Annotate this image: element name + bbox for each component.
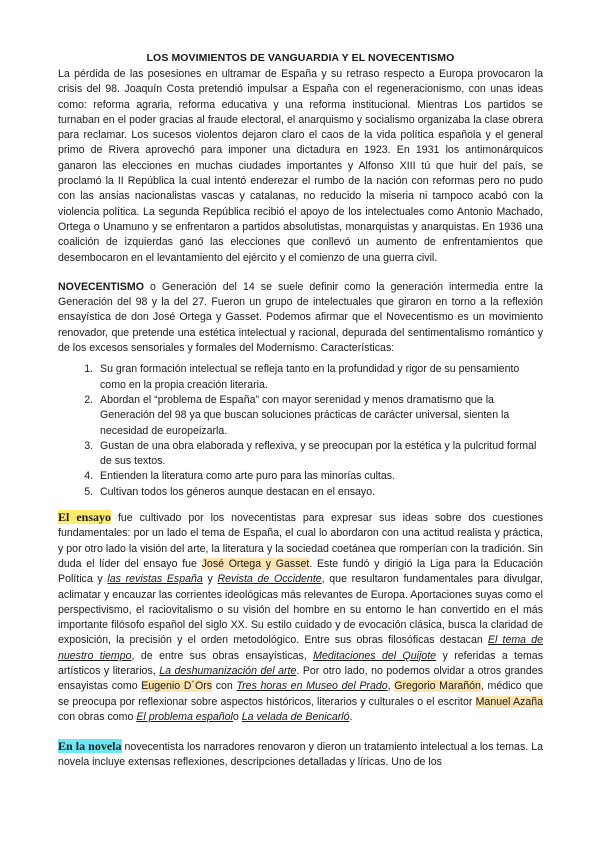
work-title: El tema de nuestro tiempo (58, 634, 543, 662)
novecentismo-paragraph (58, 280, 543, 356)
novecentismo-term: NOVECENTISMO (58, 280, 144, 293)
highlight-ors: Eugenio D´Ors (141, 680, 213, 693)
work-title: La velada de Benicarló (241, 710, 350, 723)
ensayo-text: fue cultivado por los novecentistas para expresar sus ideas sobre dos cuestiones fundamentales: por un lado el tema de España, el cual lo abordaron con una actitud realista y práctica, y por otro lado la visión del arte, la literatura y la sociedad coetánea que romperían con la tradición. Sin duda el líder del ensayo fue (58, 512, 543, 570)
ensayo-text: , (387, 680, 395, 693)
ensayo-text: con obras como (58, 710, 137, 723)
ensayo-text: . (349, 710, 353, 723)
work-title: La deshumanización del arte (159, 664, 297, 677)
ensayo-text: , de entre sus obras ensayísticas, (131, 649, 314, 662)
document-title: LOS MOVIMIENTOS DE VANGUARDIA Y EL NOVECENTISMO (146, 52, 455, 64)
ensayo-text: y referidas a temas artísticos y literarios, (58, 649, 543, 677)
paragraph-spacer (58, 725, 543, 739)
ensayo-text: y (202, 573, 218, 586)
novela-text: novecentista los narradores renovaron y dieron un tratamiento intelectual a los temas. La novela incluye extensas reflexiones, descripciones detalladas y líricas. Uno de los (58, 741, 543, 769)
work-title: las revistas España (107, 573, 203, 586)
work-title: Meditaciones del Quijote (313, 649, 437, 662)
highlight-ortega: José Ortega y Gasset (201, 557, 310, 570)
novela-paragraph (58, 739, 543, 771)
list-item: 4. Entienden la literatura como arte puro para las minorías cultas. (96, 469, 543, 484)
ensayo-text: . Este fundó y dirigió la Liga para la Educación Política y (58, 557, 544, 586)
ensayo-text: , médico que se preocupa por reflexionar sobre aspectos históricos, literarios y culturales o el escritor (58, 680, 544, 708)
work-title: Tres horas en Museo del Prado (236, 680, 388, 693)
ensayo-paragraph (58, 510, 543, 725)
novecentismo-text: o Generación del 14 se suele definir como la generación intermedia entre la Generación del 98 y la del 27. Fueron un grupo de intelectuales que giraron en torno a la reflexión ensayística de don José Ortega y Gasset. Podemos afirmar que el Novecentismo es un movimiento renovador, que pretende una estética intelectual y racional, depurada del sentimentalismo romántico y de los excesos sensoriales y formales del Modernismo. Características: (58, 280, 543, 355)
characteristics-list (58, 362, 543, 500)
document-page (58, 52, 543, 771)
intro-paragraph: La pérdida de las posesiones en ultramar de España y su retraso respecto a Europa provocaron la crisis del 98. Joaquín Costa pretendió impulsar a España con el regeneracionismo, con unas ideas como: reforma agraria, reforma educativa y una reforma institucional. Mientras Los partidos se turnaban en el poder gracias al fraude electoral, el anarquismo y socialismo organizaba la clase obrera para reclamar. Los sucesos violentos dejaron claro el caos de la vida política española y el general primo de Rivera aprovechó para imponer una dictadura en 1923. En 1931 los antimonárquicos ganaron las elecciones en muchas ciudades importantes y Alfonso XIII tú que huir del país, se proclamó la II República la cual intentó enderezar el rumbo de la nación con reformas pero no pudo con las ansias nacionalistas vascas y catalanas, no reducido la miseria ni tampoco acabó con la violencia política. La segunda República recibió el apoyo de los intelectuales como Antonio Machado, Ortega o Unamuno y se enfrentaron a partidos absolutistas, monarquistas y anarquistas. En 1936 una coalición de izquierdas ganó las elecciones que conllevó un aumento de enfrentamientos que desembocaron en el levantamiento del ejército y el comienzo de una guerra civil. (58, 68, 543, 264)
work-title: El problema español (136, 710, 233, 723)
novela-heading: En la novela (58, 739, 122, 754)
list-item: 5. Cultivan todos los géneros aunque destacan en el ensayo. (96, 485, 543, 500)
highlight-maranon: Gregorio Marañón (394, 680, 481, 693)
work-title: Revista de Occidente (217, 573, 322, 586)
paragraph-spacer (58, 266, 543, 280)
ensayo-text: o (232, 710, 242, 723)
ensayo-text: con (212, 680, 237, 693)
highlight-azana: Manuel Azaña (475, 695, 543, 708)
ensayo-heading: El ensayo (58, 510, 112, 525)
list-item: 3. Gustan de una obra elaborada y reflexiva, y se preocupan por la estética y la pulcritud formal de sus textos. (96, 439, 543, 470)
ensayo-text: . Por otro lado, no podemos olvidar a otros grandes ensayistas como (58, 664, 543, 693)
list-item: 2. Abordan el “problema de España” con mayor serenidad y menos dramatismo que la Generación del 98 ya que buscan soluciones prácticas de carácter universal, sienten la necesidad de europeizarla. (96, 393, 543, 439)
list-item: 1. Su gran formación intelectual se refleja tanto en la profundidad y rigor de su pensamiento como en la propia creación literaria. (96, 362, 543, 393)
ensayo-text: , que resultaron fundamentales para divulgar, aclimatar y encauzar las corrientes ideológicas más relevantes de Europa. Aportaciones suyas como el perspectivismo, el raciovitalismo o su visión del hombre en su entorno le han convertido en el más importante filósofo español del siglo XX. Su estilo cuidado y de evocación clásica, busca la claridad de exposición, la precisión y el orden metodológico. Entre sus obras filosóficas destacan (58, 573, 543, 647)
